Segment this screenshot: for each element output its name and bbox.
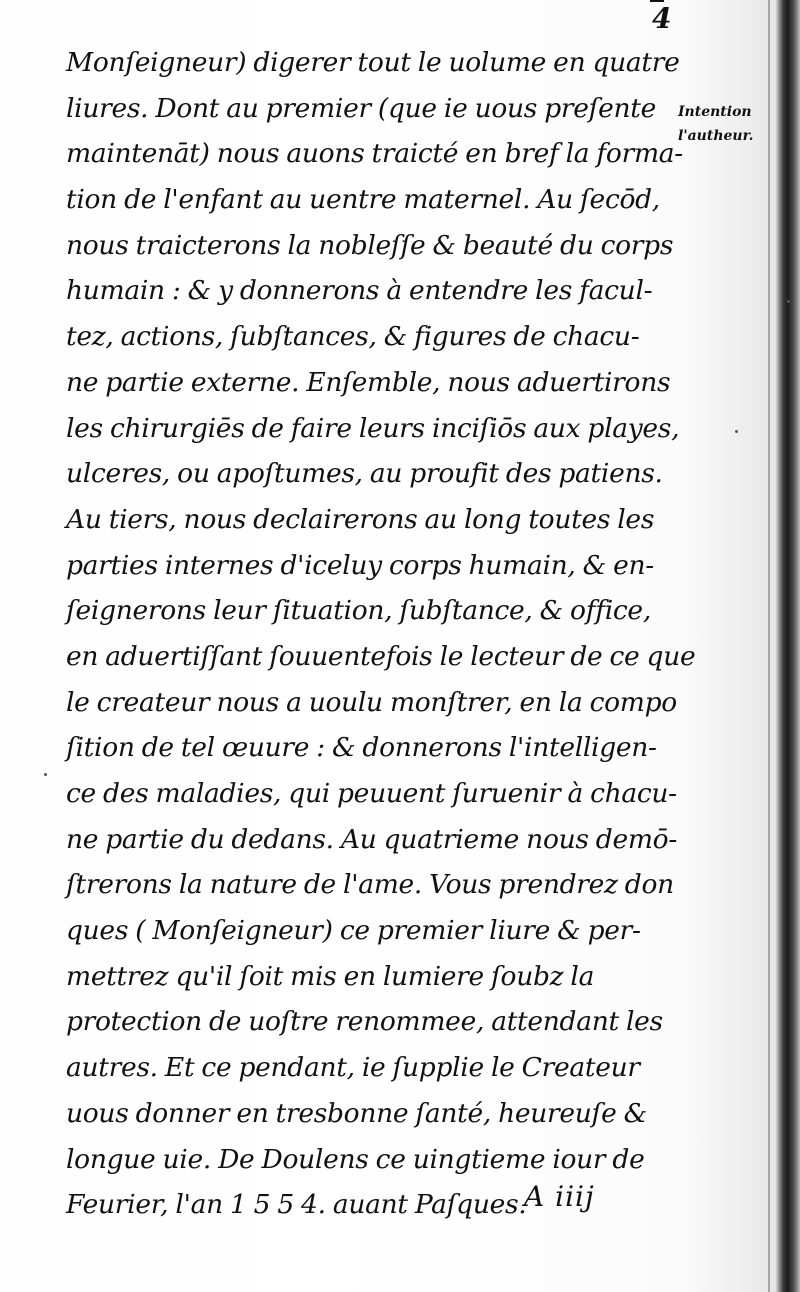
text-line: parties internes d'iceluy corps humain, & en- <box>66 549 654 581</box>
ink-speck <box>787 300 790 303</box>
text-line: en aduertiſſant ſouuentefois le lecteur de ce que <box>66 640 696 672</box>
body-text <box>66 40 696 1228</box>
text-line: les chirurgiēs de faire leurs inciſiōs aux playes, <box>66 412 680 444</box>
text-line: autres. Et ce pendant, ie ſupplie le Createur <box>66 1052 640 1084</box>
text-line: le createur nous a uoulu monſtrer, en la compo <box>66 686 677 718</box>
text-line: ſtrerons la nature de l'ame. Vous prendrez don <box>66 869 674 901</box>
text-line: protection de uoſtre renommee, attendant les <box>66 1006 663 1038</box>
text-line: uous donner en tresbonne ſanté, heureuſe & <box>66 1097 647 1129</box>
binding-line <box>768 0 770 1292</box>
text-line: nous traicterons la nobleſſe & beauté du corps <box>66 229 674 261</box>
ink-speck <box>735 430 738 433</box>
text-line: ne partie du dedans. Au quatrieme nous demō- <box>66 823 677 855</box>
text-line: Au tiers, nous declairerons au long toutes les <box>66 503 655 535</box>
text-line: ſition de tel œuure : & donnerons l'intelligen- <box>66 732 657 764</box>
text-line: mettrez qu'il ſoit mis en lumiere ſoubz la <box>66 960 595 992</box>
text-line: longue uie. De Doulens ce uingtieme iour de <box>66 1143 645 1175</box>
margin-note-line: Intention <box>678 104 752 120</box>
margin-note-line: l'autheur. <box>678 128 754 144</box>
page-number: 4 <box>652 2 672 35</box>
ink-speck <box>44 773 47 776</box>
text-line: ſeignerons leur ſituation, ſubſtance, & office, <box>66 595 651 627</box>
text-line: tez, actions, ſubſtances, & figures de chacu- <box>66 321 640 353</box>
text-line: maintenāt) nous auons traicté en bref la forma- <box>66 138 683 170</box>
text-line: Monſeigneur) digerer tout le uolume en quatre <box>66 47 680 78</box>
text-line: tion de l'enfant au uentre maternel. Au ſecōd, <box>66 184 660 216</box>
text-line: ques ( Monſeigneur) ce premier liure & per- <box>66 915 641 947</box>
signature-mark: A iiij <box>524 1180 595 1213</box>
text-line: ne partie externe. Enſemble, nous aduertirons <box>66 366 671 398</box>
text-line: ulceres, ou apoſtumes, au proufit des patiens. <box>66 458 663 490</box>
text-line: Feurier, l'an 1 5 5 4. auant Paſques. <box>66 1189 527 1221</box>
margin-note <box>678 100 778 148</box>
text-line: liures. Dont au premier (que ie uous preſente <box>66 92 657 124</box>
book-binding-edge <box>776 0 800 1292</box>
text-line: ce des maladies, qui peuuent ſuruenir à chacu- <box>66 778 677 809</box>
text-line: humain : & y donnerons à entendre les facul- <box>66 275 653 307</box>
